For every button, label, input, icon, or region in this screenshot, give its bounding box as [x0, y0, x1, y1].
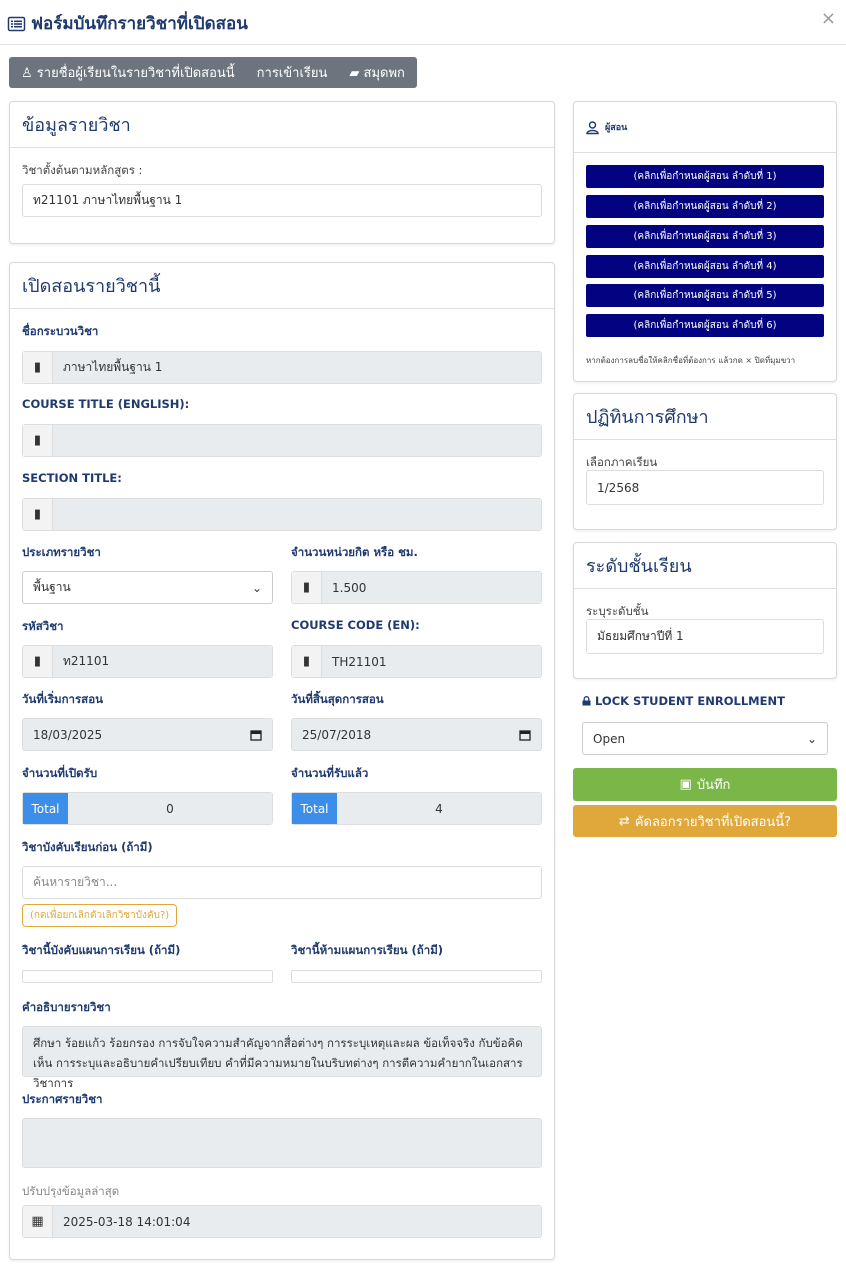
course-code-en-label: COURSE CODE (EN):: [291, 618, 420, 632]
course-code-en-field[interactable]: [291, 645, 542, 678]
assign-teacher-2-button[interactable]: (คลิกเพื่อกำหนดผู้สอน ลำดับที่ 2): [586, 195, 824, 218]
last-updated-value: 2025-03-18 14:01:04: [53, 1206, 541, 1237]
file-icon: ▮: [292, 646, 322, 677]
start-date-label: วันที่เริ่มการสอน: [22, 692, 103, 706]
last-updated-field: [22, 1205, 542, 1238]
book-icon: ▰: [349, 66, 360, 81]
assign-teacher-6-button[interactable]: (คลิกเพื่อกำหนดผู้สอน ลำดับที่ 6): [586, 314, 824, 337]
accepted-value: 4: [337, 793, 541, 824]
assign-teacher-1-button[interactable]: (คลิกเพื่อกำหนดผู้สอน ลำดับที่ 1): [586, 165, 824, 188]
user-tie-icon: ♙: [21, 66, 33, 81]
file-icon: ▮: [23, 352, 53, 383]
course-code-field[interactable]: [22, 645, 273, 678]
credit-field[interactable]: [291, 571, 542, 604]
capacity-total-badge: Total: [23, 793, 68, 824]
end-date-value: 25/07/2018: [302, 727, 372, 742]
file-icon: ▮: [292, 572, 322, 603]
accepted-total-badge: Total: [292, 793, 337, 824]
teacher-heading-text: ผู้สอน: [605, 123, 628, 133]
course-code-value: ท21101: [53, 646, 272, 677]
file-icon: ▮: [23, 425, 53, 456]
gradebook-label: สมุดพก: [363, 66, 405, 81]
course-type-value: พื้นฐาน: [33, 580, 71, 594]
base-course-field[interactable]: ท21101 ภาษาไทยพื้นฐาน 1: [22, 184, 542, 217]
save-label: บันทึก: [696, 778, 731, 793]
save-button[interactable]: [573, 768, 837, 801]
capacity-value: 0: [68, 793, 272, 824]
section-title-field[interactable]: [22, 498, 542, 531]
forbidden-plan-label: วิชานี้ห้ามแผนการเรียน (ถ้ามี): [291, 943, 444, 957]
list-alt-icon: [8, 17, 25, 31]
modal-header: [0, 0, 846, 45]
prereq-search-input[interactable]: [22, 866, 542, 899]
course-code-label: รหัสวิชา: [22, 619, 64, 633]
file-icon: ▮: [23, 499, 53, 530]
course-type-label: ประเภทรายวิชา: [22, 545, 101, 559]
accepted-label: จำนวนที่รับแล้ว: [291, 766, 369, 780]
user-icon: [586, 121, 599, 134]
level-label: ระบุระดับชั้น: [586, 604, 649, 618]
open-course-heading: เปิดสอนรายวิชานี้: [10, 263, 554, 309]
modal-title-text: ฟอร์มบันทึกรายวิชาที่เปิดสอน: [31, 14, 248, 34]
course-name-value: ภาษาไทยพื้นฐาน 1: [53, 352, 541, 383]
toolbar: [9, 57, 417, 88]
close-icon[interactable]: ×: [820, 8, 836, 29]
credit-value: 1.500: [322, 572, 541, 603]
course-info-heading: ข้อมูลรายวิชา: [10, 102, 554, 148]
announcement-textarea[interactable]: [22, 1118, 542, 1168]
required-plan-label: วิชานี้บังคับแผนการเรียน (ถ้ามี): [22, 943, 181, 957]
teacher-card: [573, 101, 837, 382]
course-type-select[interactable]: [22, 571, 273, 604]
credit-label: จำนวนหน่วยกิต หรือ ชม.: [291, 545, 418, 559]
gradebook-button[interactable]: [349, 62, 405, 83]
chevron-down-icon: ⌄: [806, 731, 817, 746]
floppy-icon: ▣: [679, 777, 692, 792]
prereq-placeholder: ค้นหารายวิชา...: [33, 875, 118, 889]
level-heading: ระดับชั้นเรียน: [574, 543, 836, 589]
forbidden-plan-select[interactable]: [291, 970, 542, 983]
prereq-label: วิชาบังคับเรียนก่อน (ถ้ามี): [22, 840, 153, 854]
retweet-icon: ⇄: [618, 813, 630, 829]
capacity-label: จำนวนที่เปิดรับ: [22, 766, 98, 780]
copy-label: คัดลอกรายวิชาที่เปิดสอนนี้?: [634, 814, 792, 830]
description-textarea[interactable]: ศึกษา ร้อยแก้ว ร้อยกรอง การจับใจความสำคัญจากสื่อต่างๆ การระบุเหตุและผล ข้อเท็จจริง กับข้อคิดเห็น การระบุและอธิบายคำเปรียบเทียบ คำที่มีความหมายในบริบทต่างๆ การตีความคำยากในเอกสารวิชาการ: [22, 1026, 542, 1077]
title-en-field[interactable]: [22, 424, 542, 457]
title-en-label: COURSE TITLE (ENGLISH):: [22, 397, 190, 411]
lock-label-text: LOCK STUDENT ENROLLMENT: [595, 694, 785, 708]
calendar-icon[interactable]: [519, 729, 531, 741]
file-icon: ▮: [23, 646, 53, 677]
calendar-icon: ▦: [23, 1206, 53, 1237]
semester-field[interactable]: 1/2568: [586, 470, 824, 505]
end-date-label: วันที่สิ้นสุดการสอน: [291, 692, 384, 706]
required-plan-select[interactable]: [22, 970, 273, 983]
start-date-value: 18/03/2025: [33, 727, 103, 742]
course-name-label: ชื่อกระบวนวิชา: [22, 324, 99, 338]
end-date-input[interactable]: [291, 718, 542, 751]
students-list-button[interactable]: [21, 62, 235, 83]
last-updated-label: ปรับปรุงข้อมูลล่าสุด: [22, 1184, 120, 1198]
course-name-field[interactable]: [22, 351, 542, 384]
accepted-field: [291, 792, 542, 825]
attendance-button[interactable]: การเข้าเรียน: [256, 66, 328, 81]
section-title-value: [53, 499, 541, 530]
lock-icon: [582, 696, 591, 706]
title-en-value: [53, 425, 541, 456]
section-title-label: SECTION TITLE:: [22, 471, 122, 485]
students-list-label: รายชื่อผู้เรียนในรายวิชาที่เปิดสอนนี้: [36, 66, 235, 81]
prereq-clear-button[interactable]: (กดเพื่อยกเลิกตัวเลิกวิชาบังคับ?): [22, 904, 177, 927]
assign-teacher-4-button[interactable]: (คลิกเพื่อกำหนดผู้สอน ลำดับที่ 4): [586, 255, 824, 278]
modal-title: [8, 10, 248, 37]
start-date-input[interactable]: [22, 718, 273, 751]
calendar-icon[interactable]: [250, 729, 262, 741]
lock-select[interactable]: [582, 722, 828, 755]
chevron-down-icon: ⌄: [251, 580, 262, 595]
assign-teacher-5-button[interactable]: (คลิกเพื่อกำหนดผู้สอน ลำดับที่ 5): [586, 284, 824, 307]
lock-label: [582, 694, 785, 708]
teacher-heading: [574, 102, 836, 153]
calendar-heading: ปฏิทินการศึกษา: [574, 394, 836, 440]
capacity-field[interactable]: [22, 792, 273, 825]
description-label: คำอธิบายรายวิชา: [22, 1000, 111, 1014]
announcement-label: ประกาศรายวิชา: [22, 1092, 103, 1106]
open-course-card: [9, 262, 555, 1260]
assign-teacher-3-button[interactable]: (คลิกเพื่อกำหนดผู้สอน ลำดับที่ 3): [586, 225, 824, 248]
semester-label: เลือกภาคเรียน: [586, 455, 658, 469]
lock-value: Open: [593, 731, 626, 746]
copy-course-button[interactable]: [573, 805, 837, 837]
base-course-label: วิชาตั้งต้นตามหลักสูตร :: [22, 163, 143, 177]
teacher-note: หากต้องการลบชื่อให้คลิกชื่อที่ต้องการ แล้วกด × ปิดที่มุมขวา: [586, 356, 796, 365]
course-code-en-value: TH21101: [322, 646, 541, 677]
level-field[interactable]: มัธยมศึกษาปีที่ 1: [586, 619, 824, 654]
